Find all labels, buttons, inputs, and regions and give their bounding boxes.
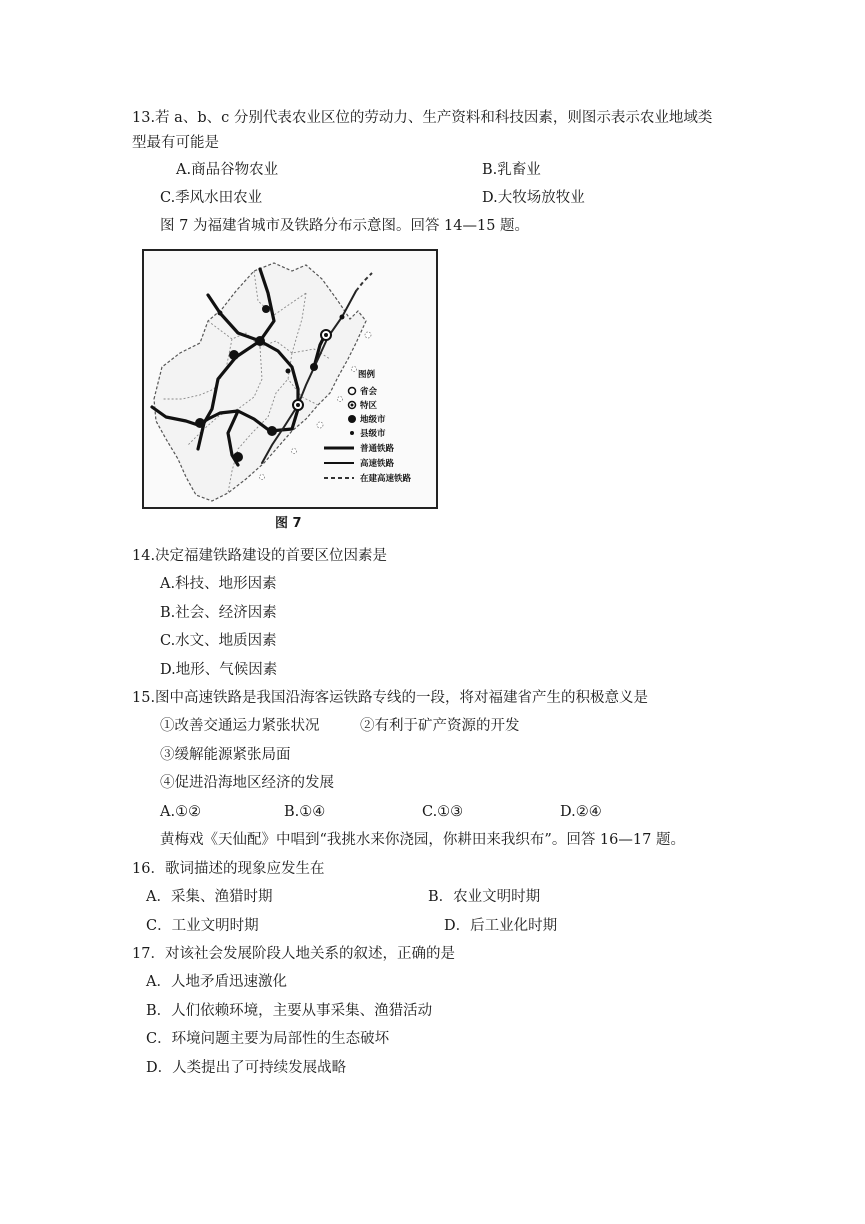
- legend-prefecture-city: 地级市: [360, 415, 386, 425]
- q17-option-c: C．环境问题主要为局部性的生态破坏: [146, 1031, 390, 1047]
- figure-caption: 图 7: [275, 516, 302, 531]
- q16-option-d: D．后工业化时期: [444, 918, 558, 934]
- q14-option-a: A.科技、地形因素: [160, 576, 277, 592]
- q14-option-b: B.社会、经济因素: [160, 605, 277, 621]
- q17-option-a: A．人地矛盾迅速激化: [146, 974, 287, 990]
- legend-ordinary-railway: 普通铁路: [360, 444, 395, 454]
- q17-stem: 17．对该社会发展阶段人地关系的叙述，正确的是: [132, 946, 455, 962]
- q15-item-4: ④促进沿海地区经济的发展: [160, 775, 334, 791]
- q15-stem: 15.图中高速铁路是我国沿海客运铁路专线的一段，将对福建省产生的积极意义是: [132, 690, 649, 706]
- intro-q14-15: 图 7 为福建省城市及铁路分布示意图。回答 14—15 题。: [160, 218, 530, 234]
- fujian-railway-map: [142, 249, 438, 509]
- q15-item-1: ①改善交通运力紧张状况: [160, 718, 320, 734]
- q15-option-a: A.①②: [160, 804, 202, 820]
- q13-stem-line1: 13.若 a、b、c 分别代表农业区位的劳动力、生产资料和科技因素，则图示表示农业地域类: [132, 110, 713, 126]
- q15-option-b: B.①④: [284, 804, 326, 820]
- q13-stem-line2: 型最有可能是: [132, 135, 219, 151]
- legend-high-speed-railway: 高速铁路: [360, 459, 395, 469]
- q15-item-3: ③缓解能源紧张局面: [160, 747, 291, 763]
- q16-stem: 16．歌词描述的现象应发生在: [132, 861, 325, 877]
- q17-option-b: B．人们依赖环境，主要从事采集、渔猎活动: [146, 1003, 433, 1019]
- q14-stem: 14.决定福建铁路建设的首要区位因素是: [132, 548, 388, 564]
- legend-provincial-capital: 省会: [360, 387, 378, 397]
- legend-county-city: 县级市: [360, 429, 386, 439]
- legend-hsr-under-construction: 在建高速铁路: [360, 474, 412, 484]
- q13-option-c: C.季风水田农业: [160, 190, 263, 206]
- q13-option-a: A.商品谷物农业: [176, 162, 279, 178]
- q13-option-b: B.乳畜业: [482, 162, 541, 178]
- q16-option-a: A．采集、渔猎时期: [146, 889, 273, 905]
- q17-option-d: D．人类提出了可持续发展战略: [146, 1060, 347, 1076]
- q14-option-c: C.水文、地质因素: [160, 633, 277, 649]
- q16-option-b: B．农业文明时期: [428, 889, 541, 905]
- q15-item-2: ②有利于矿产资源的开发: [360, 718, 520, 734]
- legend-title: 图例: [358, 370, 376, 380]
- intro-q16-17: 黄梅戏《天仙配》中唱到“我挑水来你浇园，你耕田来我织布”。回答 16—17 题。: [160, 832, 685, 848]
- q14-option-d: D.地形、气候因素: [160, 662, 278, 678]
- q15-option-c: C.①③: [422, 804, 464, 820]
- q13-option-d: D.大牧场放牧业: [482, 190, 585, 206]
- q16-option-c: C．工业文明时期: [146, 918, 259, 934]
- q15-option-d: D.②④: [560, 804, 602, 820]
- legend-special-zone: 特区: [360, 401, 378, 411]
